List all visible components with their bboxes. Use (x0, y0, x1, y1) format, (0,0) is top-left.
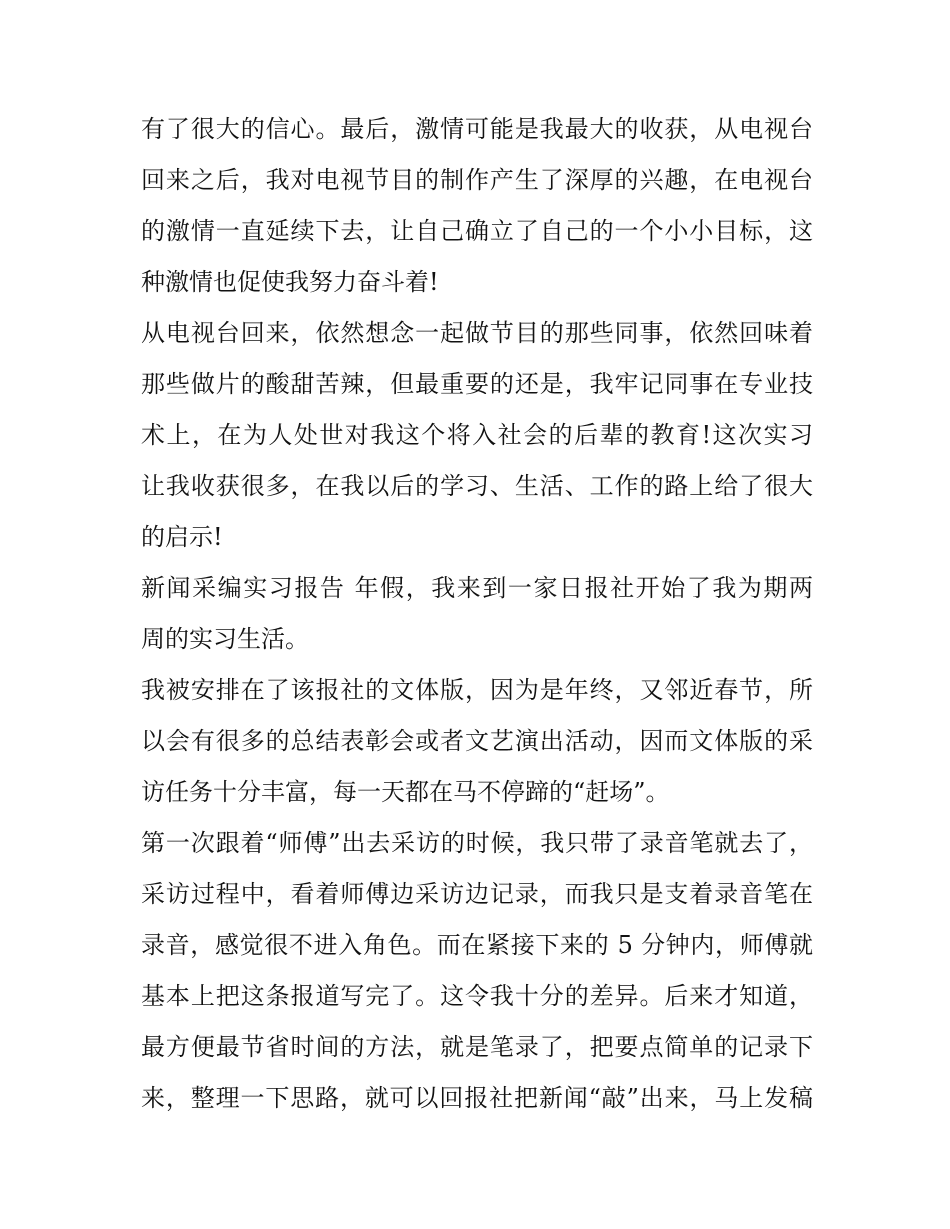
text-line: 那些做片的酸甜苦辣，但最重要的还是，我牢记同事在专业技 (141, 370, 813, 398)
text-line: 从电视台回来，依然想念一起做节目的那些同事，依然回味着 (141, 319, 813, 347)
text-line: 采访过程中，看着师傅边采访边记录，而我只是支着录音笔在 (141, 880, 813, 908)
text-line: 基本上把这条报道写完了。这令我十分的差异。后来才知道， (141, 982, 813, 1010)
text-line: 术上，在为人处世对我这个将入社会的后辈的教育!这次实习 (141, 421, 813, 449)
text-line: 以会有很多的总结表彰会或者文艺演出活动，因而文体版的采 (141, 727, 813, 755)
text-line: 新闻采编实习报告 年假，我来到一家日报社开始了我为期两 (141, 574, 813, 602)
text-line: 最方便最节省时间的方法，就是笔录了，把要点简单的记录下 (141, 1033, 813, 1061)
text-line: 种激情也促使我努力奋斗着! (141, 268, 439, 296)
text-line: 回来之后，我对电视节目的制作产生了深厚的兴趣，在电视台 (141, 166, 813, 194)
text-line: 我被安排在了该报社的文体版，因为是年终，又邻近春节，所 (141, 676, 813, 704)
text-line: 的启示! (141, 523, 223, 551)
body-text (141, 104, 813, 1124)
text-line: 有了很大的信心。最后，激情可能是我最大的收获，从电视台 (141, 115, 813, 143)
text-line: 第一次跟着“师傅”出去采访的时候，我只带了录音笔就去了， (141, 829, 813, 857)
text-line: 访任务十分丰富，每一天都在马不停蹄的“赶场”。 (141, 778, 670, 806)
text-line: 让我收获很多，在我以后的学习、生活、工作的路上给了很大 (141, 472, 813, 500)
text-line: 录音，感觉很不进入角色。而在紧接下来的 5 分钟内，师傅就 (141, 931, 813, 959)
text-line: 周的实习生活。 (141, 625, 309, 653)
text-line: 来，整理一下思路，就可以回报社把新闻“敲”出来，马上发稿 (141, 1084, 813, 1112)
text-line: 的激情一直延续下去，让自己确立了自己的一个小小目标，这 (141, 217, 813, 245)
